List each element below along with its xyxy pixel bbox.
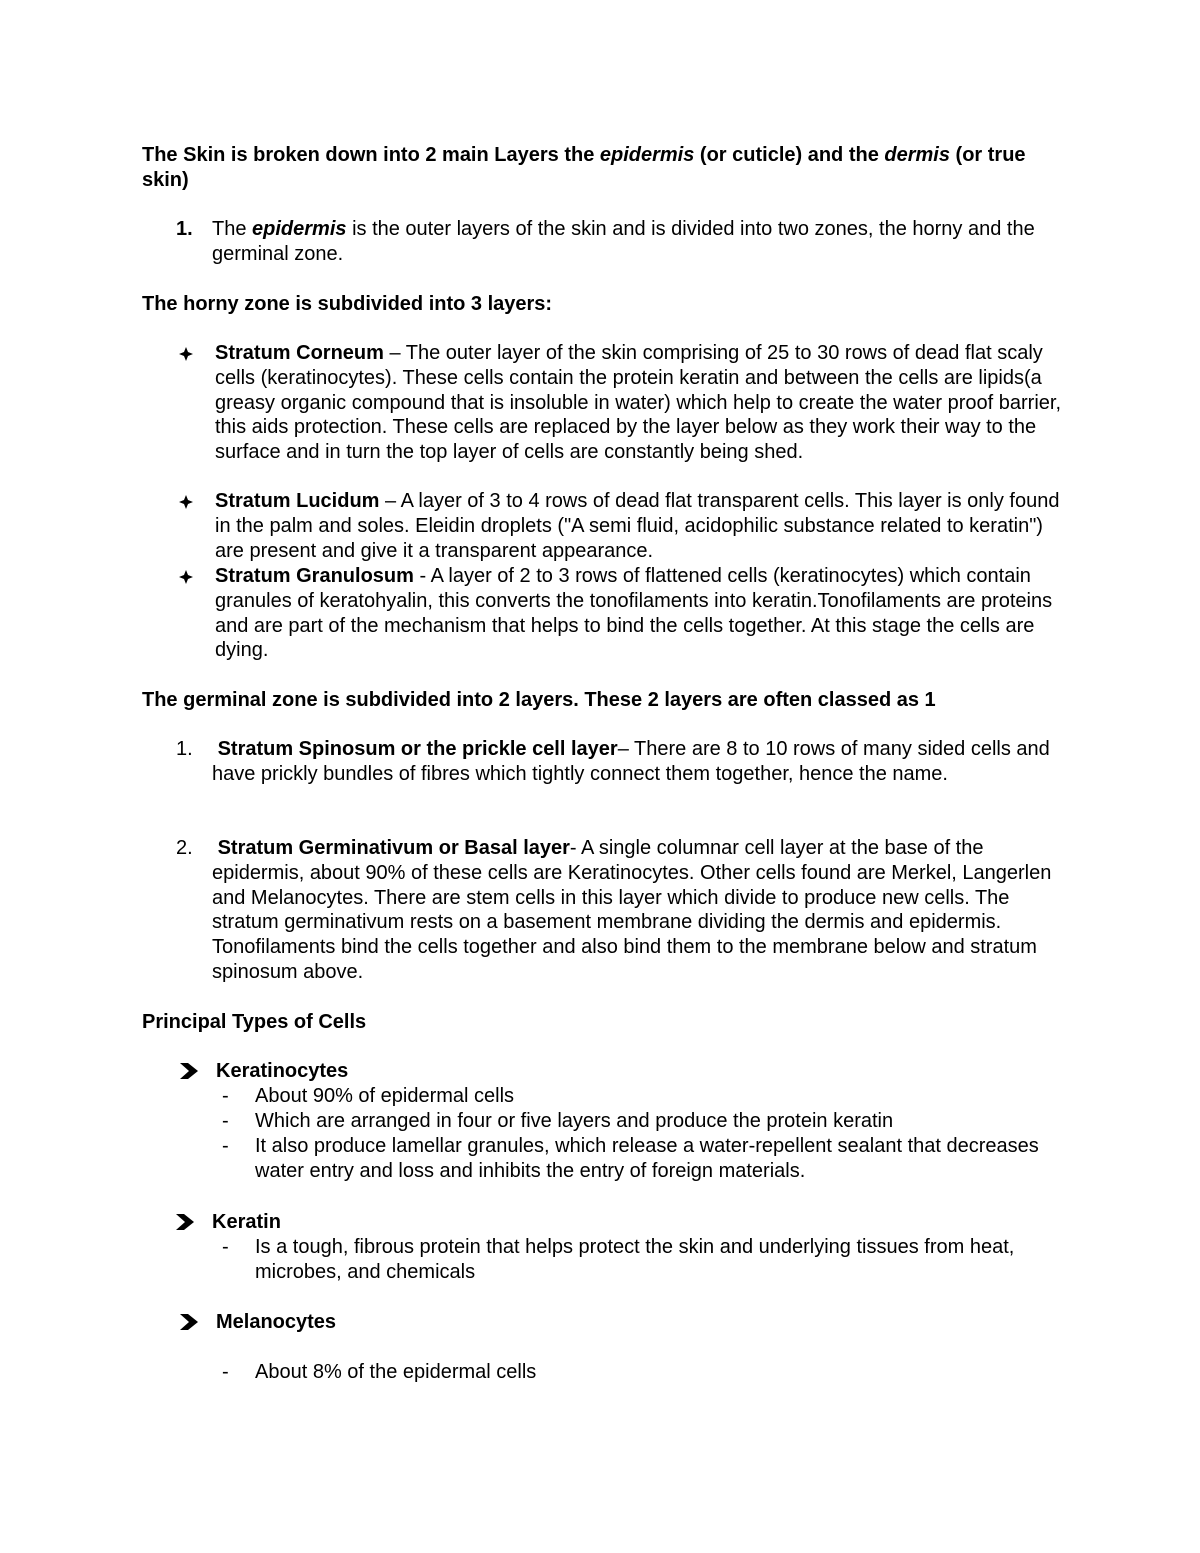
cell-type-melanocytes: Melanocytes bbox=[216, 1311, 337, 1333]
cell-point: Is a tough, fibrous protein that helps protect the skin and underlying tissues from heat, microbes, and chemicals bbox=[255, 1236, 1015, 1283]
diamond-bullet-icon bbox=[179, 570, 193, 584]
diamond-bullet-icon bbox=[179, 495, 193, 509]
list-number: 1. bbox=[176, 218, 193, 240]
layer-description: - A layer of 2 to 3 rows of flattened cells (keratinocytes) which contain granules of keratohyalin, this converts the tonofilaments into keratin.Tonofilaments are proteins and are part of the mechanism that helps to bind the cells together. At this stage the cells are dying. bbox=[215, 565, 1053, 662]
epidermis-rest: is the outer layers of the skin and is divided into two zones, the horny and the germinal zone. bbox=[212, 218, 1035, 265]
epidermis-pre: The bbox=[212, 218, 253, 240]
cell-type-keratinocytes: Keratinocytes bbox=[216, 1060, 349, 1082]
arrow-bullet-icon bbox=[176, 1214, 194, 1230]
cell-type-keratin: Keratin bbox=[212, 1211, 281, 1233]
layer-description: – The outer layer of the skin comprising of 25 to 30 rows of dead flat scaly cells (keratinocytes). These cells contain the protein keratin and between the cells are lipids(a greasy organic compound that is insoluble in water) which help to create the water proof barrier, this aids protection. These cells are replaced by the layer below as they work their way to the surface and in turn the top layer of cells are constantly being shed. bbox=[215, 342, 1062, 464]
layer-description: – There are 8 to 10 rows of many sided cells and have prickly bundles of fibres which tightly connect them together, hence the name. bbox=[212, 738, 1050, 785]
arrow-bullet-icon bbox=[180, 1063, 198, 1079]
layer-stratum-spinosum bbox=[212, 737, 1062, 787]
intro-text-3: (or true skin) bbox=[142, 144, 1026, 191]
layer-stratum-corneum bbox=[215, 341, 1061, 465]
horny-zone-heading: The horny zone is subdivided into 3 layers: bbox=[142, 293, 553, 315]
layer-stratum-germinativum bbox=[212, 836, 1062, 985]
cell-point: About 90% of epidermal cells bbox=[255, 1085, 515, 1107]
arrow-bullet-icon bbox=[180, 1314, 198, 1330]
layer-term: Stratum Granulosum bbox=[215, 565, 414, 587]
layer-term: Stratum Spinosum or the prickle cell layer bbox=[217, 738, 618, 760]
dash-bullet: - bbox=[222, 1135, 229, 1157]
cell-point: It also produce lamellar granules, which release a water-repellent sealant that decreases water entry and loss and inhibits the entry of foreign materials. bbox=[255, 1135, 1039, 1182]
intro-heading bbox=[142, 143, 1062, 193]
intro-text-2: (or cuticle) and the bbox=[694, 144, 885, 166]
layer-stratum-lucidum bbox=[215, 489, 1061, 563]
list-number: 2. bbox=[176, 837, 193, 859]
dash-bullet: - bbox=[222, 1110, 229, 1132]
diamond-bullet-icon bbox=[179, 347, 193, 361]
layer-term: Stratum Lucidum bbox=[215, 490, 380, 512]
epidermis-description bbox=[212, 217, 1062, 267]
layer-description: – A layer of 3 to 4 rows of dead flat transparent cells. This layer is only found in the palm and soles. Eleidin droplets ("A semi fluid, acidophilic substance related to keratin") are present and give it a transparent appearance. bbox=[215, 490, 1060, 562]
intro-epidermis: epidermis bbox=[599, 144, 695, 166]
cells-heading: Principal Types of Cells bbox=[142, 1011, 367, 1033]
layer-term: Stratum Corneum bbox=[215, 342, 384, 364]
cell-point: Which are arranged in four or five layers and produce the protein keratin bbox=[255, 1110, 894, 1132]
list-number: 1. bbox=[176, 738, 193, 760]
layer-description: - A single columnar cell layer at the base of the epidermis, about 90% of these cells are Keratinocytes. Other cells found are Merkel, Langerlen and Melanocytes. There are stem cells in this layer which divide to produce new cells. The stratum germinativum rests on a basement membrane dividing the dermis and epidermis. Tonofilaments bind the cells together and also bind them to the membrane below and stratum spinosum above. bbox=[212, 837, 1052, 983]
germinal-zone-heading: The germinal zone is subdivided into 2 layers. These 2 layers are often classed as 1 bbox=[142, 689, 936, 711]
epidermis-term: epidermis bbox=[252, 218, 347, 240]
cell-point: About 8% of the epidermal cells bbox=[255, 1361, 537, 1383]
dash-bullet: - bbox=[222, 1085, 229, 1107]
intro-text-1: The Skin is broken down into 2 main Layers the bbox=[142, 144, 600, 166]
intro-dermis: dermis bbox=[884, 144, 950, 166]
dash-bullet: - bbox=[222, 1236, 229, 1258]
dash-bullet: - bbox=[222, 1361, 229, 1383]
layer-stratum-granulosum bbox=[215, 564, 1061, 663]
layer-term: Stratum Germinativum or Basal layer bbox=[217, 837, 570, 859]
